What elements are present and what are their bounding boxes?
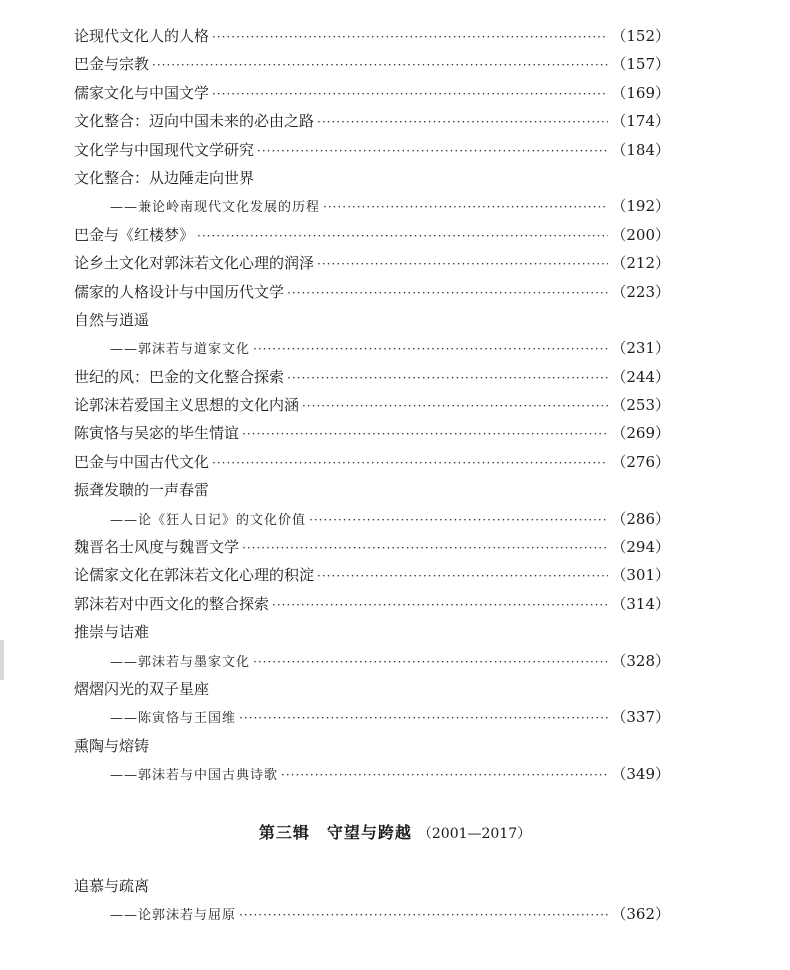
toc-title: 陈寅恪与吴宓的毕生情谊 [74, 424, 240, 443]
toc-title: 儒家文化与中国文学 [74, 83, 210, 102]
toc-title: 世纪的风：巴金的文化整合探索 [74, 367, 285, 386]
dot-leader [253, 335, 608, 363]
table-of-contents-section-3 [74, 872, 670, 929]
toc-title: 论乡土文化对郭沫若文化心理的润泽 [74, 254, 315, 273]
toc-page-number: （174） [611, 112, 670, 131]
toc-subtitle: ——郭沫若与中国古典诗歌 [110, 768, 279, 784]
toc-page-number: （200） [611, 225, 670, 244]
dot-leader [212, 23, 608, 51]
toc-title: 郭沫若对中西文化的整合探索 [74, 594, 270, 613]
toc-entry-row [74, 675, 670, 703]
toc-page-number: （294） [611, 538, 670, 557]
toc-subtitle: ——论郭沫若与屈原 [110, 908, 237, 924]
toc-entry-row [74, 22, 670, 50]
toc-page-number: （152） [611, 27, 670, 45]
dot-leader [152, 51, 608, 79]
toc-page-number: （276） [611, 452, 670, 471]
toc-entry-row [74, 249, 670, 277]
toc-entry-row [74, 590, 670, 618]
toc-title: 振聋发聩的一声春雷 [74, 481, 210, 500]
toc-title: 巴金与宗教 [74, 55, 150, 74]
dot-leader [239, 901, 608, 929]
toc-page-number: （253） [611, 396, 670, 415]
page-edge-shadow [0, 640, 4, 680]
toc-subtitle-row [74, 505, 670, 533]
toc-subtitle-row [74, 760, 670, 788]
toc-page-number: （337） [611, 708, 670, 727]
toc-entry-row [74, 476, 670, 504]
toc-entry-row [74, 136, 670, 164]
toc-title: 自然与逍遥 [74, 310, 150, 329]
toc-subtitle: ——论《狂人日记》的文化价值 [110, 512, 307, 528]
toc-title: 文化整合：从边陲走向世界 [74, 168, 255, 187]
dot-leader [239, 704, 608, 732]
toc-page-number: （269） [611, 424, 670, 443]
toc-subtitle: ——陈寅恪与王国维 [110, 711, 237, 727]
dot-leader [257, 137, 608, 165]
dot-leader [197, 222, 608, 250]
dot-leader [287, 279, 608, 307]
toc-page-number: （223） [611, 282, 670, 301]
toc-entry-row [74, 533, 670, 561]
toc-title: 巴金与中国古代文化 [74, 452, 210, 471]
toc-title: 论郭沫若爱国主义思想的文化内涵 [74, 396, 300, 415]
toc-subtitle-row [74, 900, 670, 928]
dot-leader [281, 761, 608, 789]
toc-entry-row [74, 561, 670, 589]
toc-entry-row [74, 448, 670, 476]
toc-subtitle-row [74, 647, 670, 675]
toc-page-number: （314） [611, 594, 670, 613]
toc-title: 追慕与疏离 [74, 877, 150, 895]
toc-subtitle-row [74, 703, 670, 731]
toc-entry-row [74, 732, 670, 760]
toc-subtitle-row [74, 192, 670, 220]
dot-leader [272, 591, 608, 619]
toc-entry-row [74, 872, 670, 900]
toc-page-number: （286） [611, 509, 670, 528]
toc-title: 儒家的人格设计与中国历代文学 [74, 282, 285, 301]
dot-leader [317, 108, 608, 136]
toc-entry-row [74, 278, 670, 306]
toc-page-number: （301） [611, 566, 670, 585]
toc-entry-row [74, 164, 670, 192]
toc-page-number: （349） [611, 765, 670, 784]
toc-page-number: （157） [611, 55, 670, 74]
toc-page-number: （231） [611, 339, 670, 358]
toc-title: 论现代文化人的人格 [74, 27, 210, 45]
toc-subtitle-row [74, 334, 670, 362]
toc-subtitle: ——郭沫若与道家文化 [110, 342, 251, 358]
section-heading-title: 第三辑 守望与跨越 [258, 823, 412, 842]
toc-entry-row [74, 221, 670, 249]
dot-leader [212, 80, 608, 108]
dot-leader [309, 506, 608, 534]
dot-leader [212, 449, 608, 477]
toc-title: 推崇与诘难 [74, 623, 150, 642]
toc-page-number: （362） [611, 905, 670, 924]
toc-entry-row [74, 391, 670, 419]
toc-page-number: （169） [611, 83, 670, 102]
toc-page-number: （244） [611, 367, 670, 386]
toc-entry-row [74, 50, 670, 78]
toc-subtitle: ——郭沫若与墨家文化 [110, 654, 251, 670]
toc-page-number: （212） [611, 254, 670, 273]
toc-title: 熠熠闪光的双子星座 [74, 679, 210, 698]
toc-subtitle: ——兼论岭南现代文化发展的历程 [110, 200, 321, 216]
dot-leader [323, 193, 608, 221]
toc-title: 巴金与《红楼梦》 [74, 225, 195, 244]
dot-leader [253, 648, 608, 676]
toc-page-number: （184） [611, 140, 670, 159]
dot-leader [302, 392, 608, 420]
toc-title: 熏陶与熔铸 [74, 736, 150, 755]
toc-entry-row [74, 79, 670, 107]
toc-entry-row [74, 363, 670, 391]
dot-leader [242, 420, 608, 448]
toc-title: 论儒家文化在郭沫若文化心理的积淀 [74, 566, 315, 585]
toc-entry-row [74, 306, 670, 334]
toc-page-number: （328） [611, 651, 670, 670]
table-of-contents [74, 22, 670, 789]
section-heading-years: （2001—2017） [417, 826, 532, 842]
toc-entry-row [74, 107, 670, 135]
toc-title: 文化整合：迈向中国未来的必由之路 [74, 112, 315, 131]
dot-leader [317, 250, 608, 278]
dot-leader [242, 534, 608, 562]
dot-leader [317, 562, 608, 590]
dot-leader [287, 364, 608, 392]
toc-title: 魏晋名士风度与魏晋文学 [74, 538, 240, 557]
toc-page-number: （192） [611, 197, 670, 216]
toc-title: 文化学与中国现代文学研究 [74, 140, 255, 159]
toc-entry-row [74, 419, 670, 447]
section-heading [0, 820, 790, 843]
toc-entry-row [74, 618, 670, 646]
